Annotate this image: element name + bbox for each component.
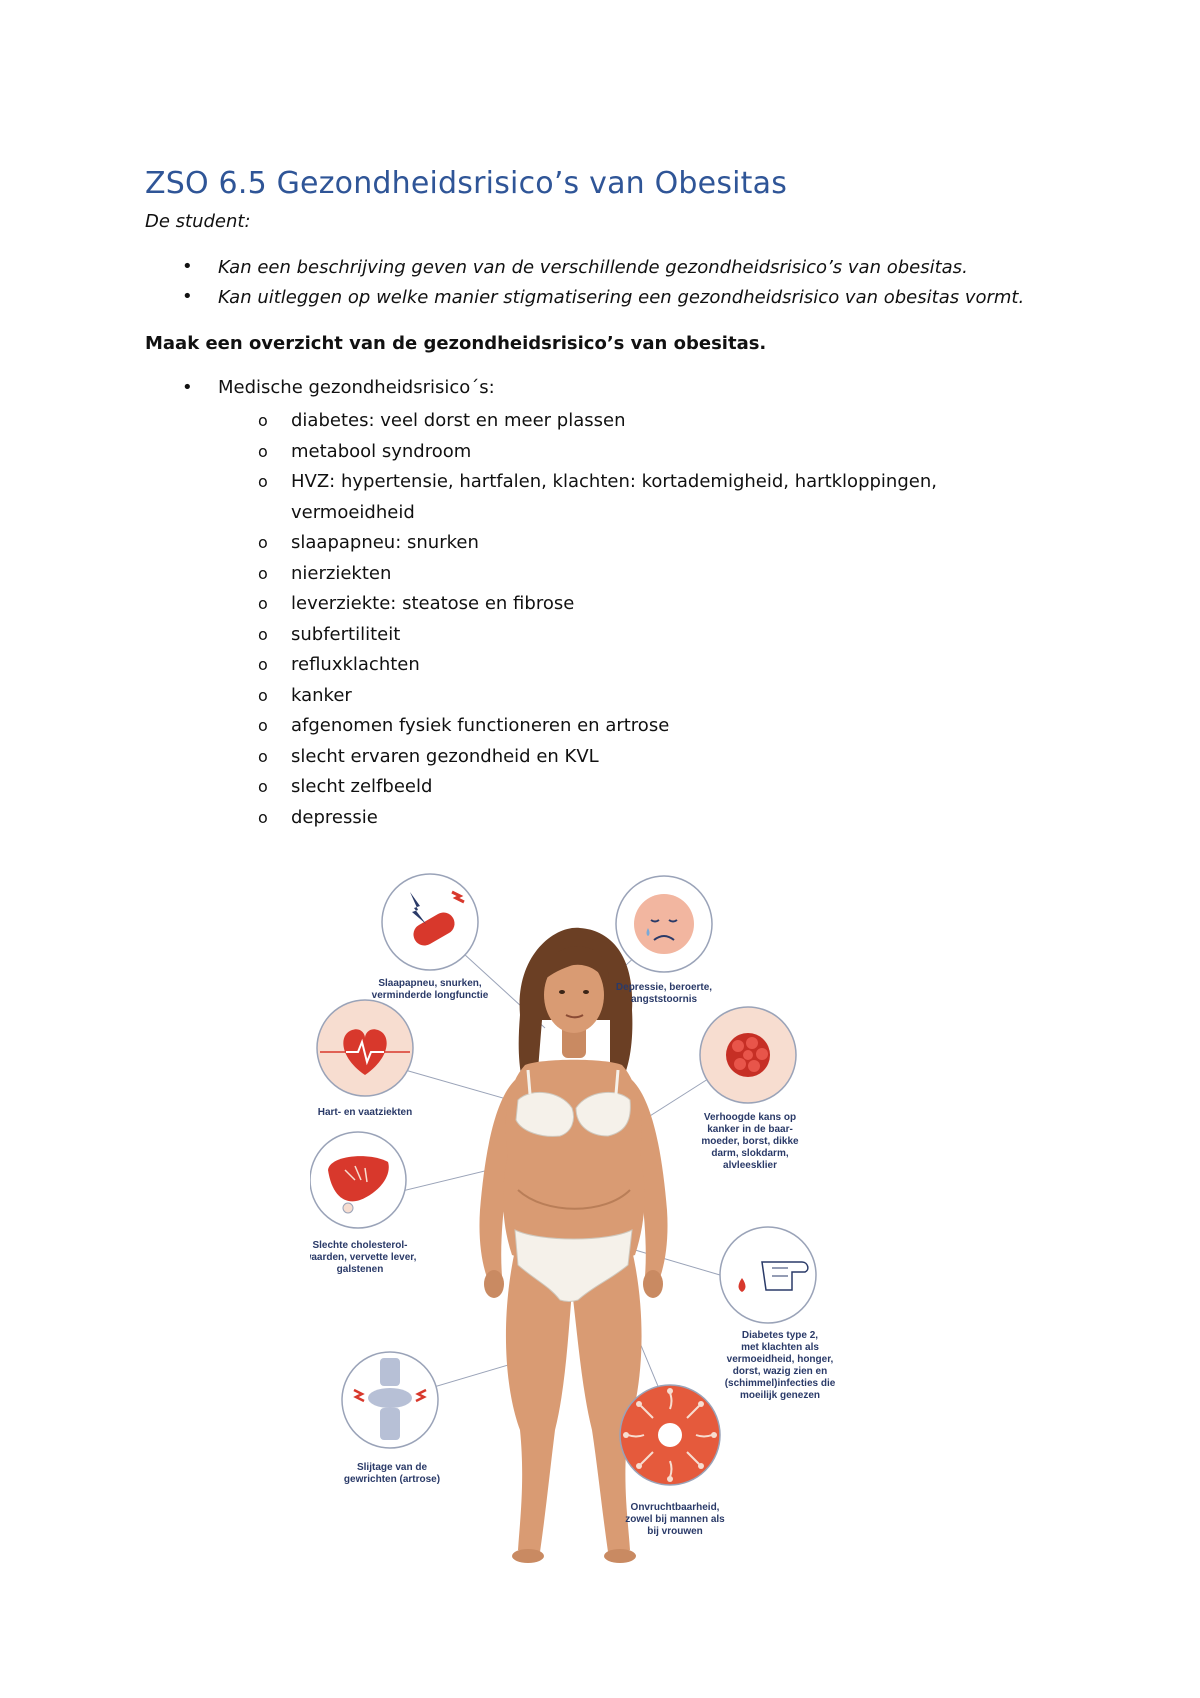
cancer-caption-3: moeder, borst, dikke — [701, 1136, 799, 1147]
risk-item: o depressie — [218, 803, 971, 834]
joints-caption-1: Slijtage van de — [356, 1462, 428, 1473]
risk-item: o subfertiliteit — [218, 620, 971, 651]
cancer-caption-1: Verhoogde kans op — [703, 1112, 797, 1123]
page-title: ZSO 6.5 Gezondheidsrisico’s van Obesitas — [145, 166, 788, 201]
risk-item: o slaapapneu: snurken — [218, 528, 971, 559]
sleep-apnea-caption-2: verminderde longfunctie — [371, 990, 489, 1001]
goal-item: • Kan uitleggen op welke manier stigmatisering een gezondheidsrisico van obesitas vormt. — [145, 286, 1024, 316]
cancer-cells-icon — [726, 1033, 770, 1077]
diabetes-caption-6: moeilijk genezen — [739, 1390, 821, 1401]
sleep-apnea-circle — [382, 874, 478, 970]
risk-item: o metabool syndroom — [218, 437, 971, 468]
sleep-apnea-caption-1: Slaapapneu, snurken, — [378, 978, 482, 989]
liver-caption-2: waarden, vervette lever, — [310, 1252, 417, 1263]
infertility-caption-2: zowel bij mannen als — [625, 1514, 725, 1525]
liver-caption-3: galstenen — [336, 1264, 384, 1275]
risk-item: o afgenomen fysiek functioneren en artrose — [218, 711, 971, 742]
cancer-circle — [700, 1007, 796, 1103]
cancer-caption-4: darm, slokdarm, — [711, 1148, 789, 1159]
assignment-heading: Maak een overzicht van de gezondheidsrisico’s van obesitas. — [145, 333, 767, 354]
liver-caption-1: Slechte cholesterol- — [312, 1240, 408, 1251]
sad-face-icon — [634, 894, 694, 954]
risk-item: o HVZ: hypertensie, hartfalen, klachten: kortademigheid, hartkloppingen, vermoeidheid — [218, 467, 971, 528]
risk-item: o slecht ervaren gezondheid en KVL — [218, 742, 971, 773]
learning-goals — [145, 256, 1024, 316]
heart-caption: Hart- en vaatziekten — [317, 1107, 413, 1118]
intro-text: De student: — [145, 211, 251, 232]
liver-circle — [310, 1132, 406, 1228]
medical-risks-item — [145, 376, 971, 833]
goal-item: • Kan een beschrijving geven van de verschillende gezondheidsrisico’s van obesitas. — [145, 256, 1024, 286]
diabetes-caption-1: Diabetes type 2, — [741, 1330, 819, 1341]
infertility-circle — [620, 1385, 720, 1485]
depression-caption-2: angststoornis — [630, 994, 698, 1005]
illustration-svg — [310, 870, 910, 1580]
medical-risks-label: Medische gezondheidsrisico´s: — [218, 377, 495, 398]
risk-list — [145, 376, 971, 833]
depression-circle — [616, 876, 712, 972]
heart-circle — [317, 1000, 413, 1096]
obesity-health-risks-illustration — [310, 870, 910, 1580]
infertility-caption-1: Onvruchtbaarheid, — [630, 1502, 720, 1513]
diabetes-caption-2: met klachten als — [741, 1342, 819, 1353]
cancer-caption-2: kanker in de baar- — [707, 1124, 793, 1135]
risk-item: o leverziekte: steatose en fibrose — [218, 589, 971, 620]
joints-caption-2: gewrichten (artrose) — [343, 1474, 441, 1485]
infertility-caption-3: bij vrouwen — [647, 1526, 703, 1537]
risk-item: o nierziekten — [218, 559, 971, 590]
diabetes-caption-3: vermoeidheid, honger, — [726, 1354, 834, 1365]
diabetes-caption-5: (schimmel)infecties die — [724, 1378, 836, 1389]
risk-item: o kanker — [218, 681, 971, 712]
risk-item: o refluxklachten — [218, 650, 971, 681]
depression-caption-1: Depressie, beroerte, — [615, 982, 713, 993]
diabetes-circle — [720, 1227, 816, 1323]
cancer-caption-5: alvleesklier — [723, 1160, 777, 1171]
risk-item: o slecht zelfbeeld — [218, 772, 971, 803]
diabetes-caption-4: dorst, wazig zien en — [732, 1366, 828, 1377]
risk-item: o diabetes: veel dorst en meer plassen — [218, 406, 971, 437]
joints-circle — [342, 1352, 438, 1448]
medical-risks-sublist — [218, 406, 971, 833]
